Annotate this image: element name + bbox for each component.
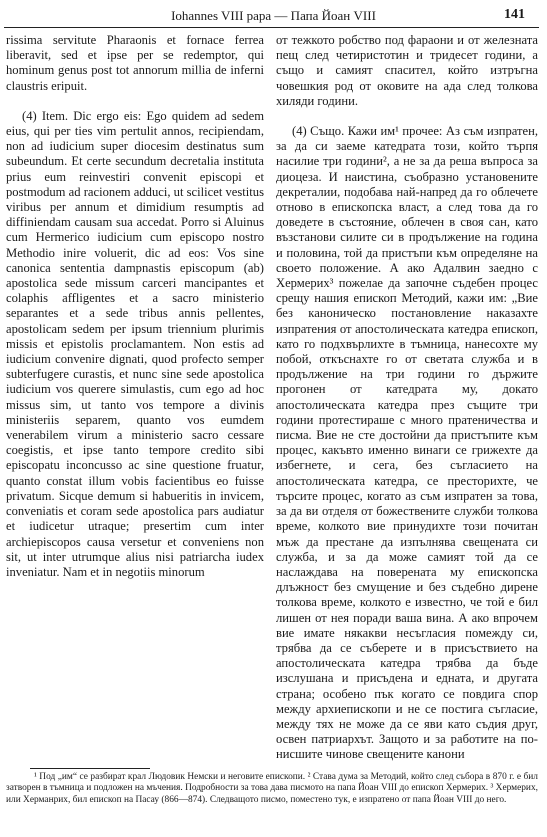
footnotes xyxy=(6,772,538,806)
footnote-text: ¹ Под „им“ се разбират крал Людовик Немски и неговите епископи. ² Става дума за Методий, който след събора в 870 г. е бил затворен в тъмница и подложен на мъчения. Подробности за това дава писмото на папа Йоан VIII до епископ Хермерих. ³ Хермерих, или Херманрих, бил епископ на Пасау (866—874). Следващото писмо, поместено тук, е изпратено от папа Йоан VIII до него. xyxy=(6,772,538,805)
latin-column xyxy=(6,33,264,580)
latin-paragraph: (4) Item. Dic ergo eis: Ego quidem ad sedem eius, qui per ties vim pertulit annos, recipiendam, non ad iudicium super diocesim destinatus sum subeundum. Et certe secundum decretalia instituta prius eum reinvestiri convenit episcopi et postmodum ad racionem adduci, ut scilicet vestitus viribus per annum et dimidium resumptis ad diffiniendam causam sua accedat. Porro si Aluinus cum Hermerico iudicium cum episcopo nostro Methodio inire voluerit, dic ad eos: Vos sine canonica sententia dampnastis episcopum (ab) apostolica sede missum carceri mancipantes et colaphis affligentes et a sacro ministerio separantes et a sede tribus annis pellentes, apostolicam sedem per ipsum triennium plurimis missis et epistolis proclamantem. Non estis ad iudicium convenire dignati, quod profecto semper subterfugere curastis, et nunc sine sede apostolica iudicium vos querere simulastis, cum ego ad hoc missus sim, ut tanto vos tempore a divinis ministeriis separem, quanto vos eumdem venerabilem virum a ministerio sacro cessare coegistis, et ipse tanto tempore credito sibi episcopatu inconcusso ac sine questione fruatur, quanto constat illum vobis facientibus eo fuisse privatum. Sicque demum si habueritis in invicem, conveniatis et coram sede apostolica pars audiatur et iudicetur utraque; presertim cum inter archiepiscopos causa versetur et conveniens non sit, ut inter utrumque alius nisi patriarcha iudex inveniatur. Nam et in negotiis minorum xyxy=(6,108,264,579)
header-rule xyxy=(4,27,539,28)
footnote-rule xyxy=(30,768,150,769)
latin-paragraph: rissima servitute Pharaonis et fornace ferrea liberavit, sed et ipse per se redemptor, qui hominum genus post tot annorum millia de inferni claustris eripuit. xyxy=(6,33,264,93)
bulgarian-paragraph: (4) Също. Кажи им¹ прочее: Аз съм изпратен, за да си заеме катедрата този, който търпя насилие три години², а не за да реша въпроса за диоцеза. И наистина, съобразно установените декреталии, подобава най-напред да го облечете отново в епископска власт, а след това да го доведете в състояние, облечен в своя сан, като възстанови силите си в продължение на година и половина, той да пристъпи към определяне на своето положение. А ако Адалвин заедно с Хермерих³ пожелае да започне съдебен процес срещу нашия епископ Методий, кажи им: „Вие без каноническо постановление наказахте изпратения от апостолическата катедра епископ, като го подхвърлихте в тъмница, нанесохте му побой, откъснахте го от светата служба и в продължение на три години го държите прогонен от катедрата му, докато апостолическата катедра през същите три години протестираше с много пратеничества и писма. Вие не сте достойни да пристъпите към процес, какъвто именно винаги се грижехте да избегнете, и сега, без съгласието на апостолическата катедра, се престорихте, че търсите процес, когато аз съм изпратен за това, за да ви отделя от божествените служби толкова време, колкото вие принудихте този почитан мъж да престане да изпълнява свещената си служба, и за да може самият той да се наслаждава на поверената му епископска длъжност без смущение и без съдебно дирене толкова време, колкото е известно, че той е бил лишен от нея поради ваша вина. А ако впрочем вие имате някакви несъгласия помежду си, трябва да се съберете и в присъствието на апостолическата катедра трябва да бъде изслушана и присъдена и едната, и другата страна; особено пък когато се повдига спор между архиепископи и не се постига съгласие, между тях не може да се яви като съдия друг, освен патриархът. Защото и за работите на по-нисшите чинове свещените канони xyxy=(276,124,538,762)
bulgarian-paragraph: от тежкото робство под фараони и от железната пещ след четиристотин и тридесет години, а също и самият спасител, който изтръгна човешкия род от оковите на ада след толкова хиляди години. xyxy=(276,33,538,108)
page-number: 141 xyxy=(504,7,525,22)
bulgarian-column xyxy=(276,33,538,763)
running-title: Iohannes VIII papa — Папа Йоан VIII xyxy=(171,8,376,23)
running-header xyxy=(0,6,547,26)
